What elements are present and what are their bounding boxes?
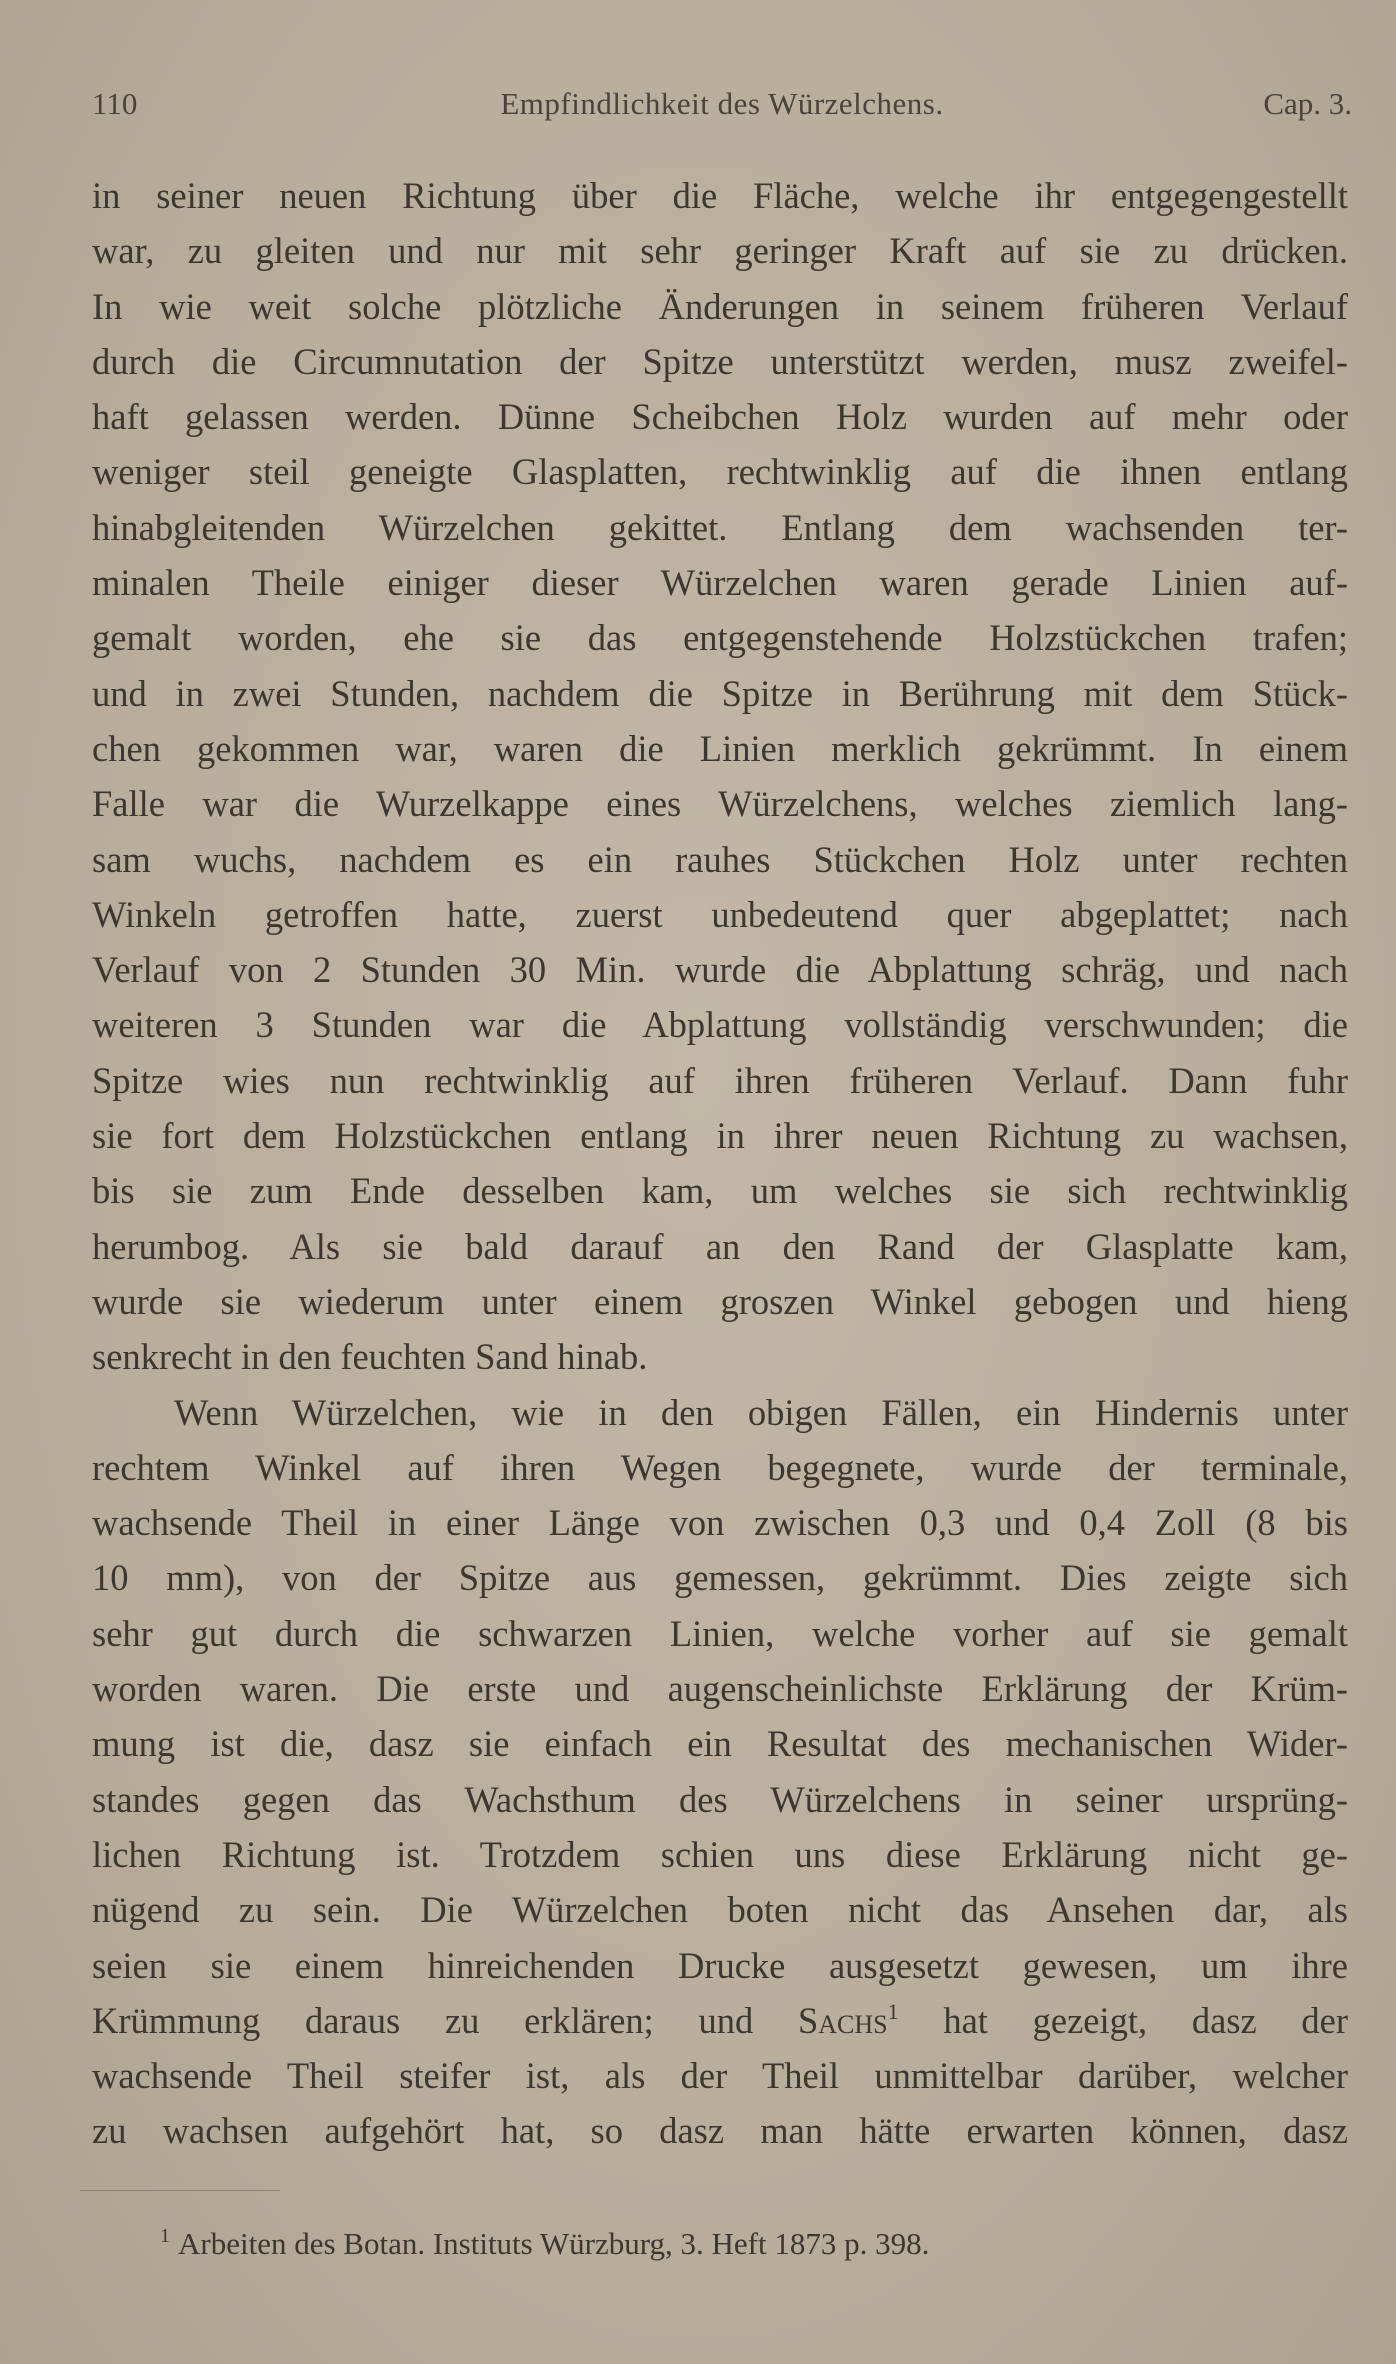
text-line-with-citation	[92, 1993, 1348, 2048]
text-line: Falle war die Wurzelkappe eines Würzelchens, welches ziemlich lang-	[92, 783, 1348, 825]
body-text	[92, 168, 1348, 2159]
text-line: hinabgleitenden Würzelchen gekittet. Entlang dem wachsenden ter-	[92, 506, 1348, 548]
footnote-text: Arbeiten des Botan. Instituts Würzburg, 3. Heft 1873 p. 398.	[178, 2226, 930, 2261]
text-line: weiteren 3 Stunden war die Abplattung vollständig verschwunden; die	[92, 1004, 1348, 1046]
text-line: zu wachsen aufgehört hat, so dasz man hätte erwarten können, dasz	[92, 2110, 1348, 2152]
text-line: in seiner neuen Richtung über die Fläche, welche ihr entgegengestellt	[92, 175, 1348, 216]
text-line: 10 mm), von der Spitze aus gemessen, gekrümmt. Dies zeigte sich	[92, 1557, 1348, 1599]
text-line: nügend zu sein. Die Würzelchen boten nicht das Ansehen dar, als	[92, 1889, 1348, 1931]
text-line: wachsende Theil in einer Länge von zwischen 0,3 und 0,4 Zoll (8 bis	[92, 1502, 1348, 1544]
text-line: war, zu gleiten und nur mit sehr geringer Kraft auf sie zu drücken.	[92, 230, 1348, 272]
text-line: haft gelassen werden. Dünne Scheibchen Holz wurden auf mehr oder	[92, 396, 1348, 438]
text-line: Winkeln getroffen hatte, zuerst unbedeutend quer abgeplattet; nach	[92, 893, 1348, 935]
text-line: Spitze wies nun rechtwinklig auf ihren früheren Verlauf. Dann fuhr	[92, 1059, 1348, 1101]
text-line: bis sie zum Ende desselben kam, um welches sie sich rechtwinklig	[92, 1170, 1348, 1212]
chapter-label: Cap. 3.	[1263, 86, 1352, 121]
text-line: Verlauf von 2 Stunden 30 Min. wurde die Abplattung schräg, und nach	[92, 949, 1348, 991]
paragraph-start-line: Wenn Würzelchen, wie in den obigen Fällen, ein Hindernis unter	[174, 1391, 1348, 1433]
running-title: Empfindlichkeit des Würzelchens.	[500, 86, 944, 121]
text-line: und in zwei Stunden, nachdem die Spitze in Berührung mit dem Stück-	[92, 672, 1348, 714]
text-line: minalen Theile einiger dieser Würzelchen waren gerade Linien auf-	[92, 562, 1348, 604]
running-header	[92, 86, 1352, 136]
page-number: 110	[92, 86, 138, 121]
text-line: worden waren. Die erste und augenscheinlichste Erklärung der Krüm-	[92, 1668, 1348, 1710]
text-line: weniger steil geneigte Glasplatten, rechtwinklig auf die ihnen entlang	[92, 451, 1348, 493]
text-line: In wie weit solche plötzliche Änderungen in seinem früheren Verlauf	[92, 285, 1348, 327]
text-line: gemalt worden, ehe sie das entgegenstehende Holzstückchen trafen;	[92, 617, 1348, 659]
text-line: sehr gut durch die schwarzen Linien, welche vorher auf sie gemalt	[92, 1612, 1348, 1654]
footnote	[160, 2226, 1260, 2262]
text-line: herumbog. Als sie bald darauf an den Rand der Glasplatte kam,	[92, 1225, 1348, 1267]
text-line: chen gekommen war, waren die Linien merklich gekrümmt. In einem	[92, 727, 1348, 769]
text-line: durch die Circumnutation der Spitze unterstützt werden, musz zweifel-	[92, 340, 1348, 382]
author-name-sachs: Sachs	[797, 1999, 888, 2041]
text-line: sam wuchs, nachdem es ein rauhes Stückchen Holz unter rechten	[92, 838, 1348, 880]
text-line: wachsende Theil steifer ist, als der Theil unmittelbar darüber, welcher	[92, 2055, 1348, 2097]
footnote-reference[interactable]: 1	[887, 1998, 899, 2024]
paragraph-end-line: senkrecht in den feuchten Sand hinab.	[92, 1336, 648, 1378]
text-line: seien sie einem hinreichenden Drucke ausgesetzt gewesen, um ihre	[92, 1944, 1348, 1986]
text-line: sie fort dem Holzstückchen entlang in ihrer neuen Richtung zu wachsen,	[92, 1115, 1348, 1157]
text-line: mung ist die, dasz sie einfach ein Resultat des mechanischen Wider-	[92, 1723, 1348, 1765]
text-line: lichen Richtung ist. Trotzdem schien uns diese Erklärung nicht ge-	[92, 1833, 1348, 1875]
footnote-mark: 1	[160, 2225, 170, 2247]
text-line: standes gegen das Wachsthum des Würzelchens in seiner ursprüng-	[92, 1778, 1348, 1820]
text-line: wurde sie wiederum unter einem groszen Winkel gebogen und hieng	[92, 1280, 1348, 1322]
footnote-divider	[80, 2190, 280, 2191]
text-segment: hat gezeigt, dasz der	[943, 1999, 1348, 2041]
text-segment: Krümmung daraus zu erklären; und	[92, 1999, 754, 2041]
text-line: rechtem Winkel auf ihren Wegen begegnete, wurde der terminale,	[92, 1446, 1348, 1488]
